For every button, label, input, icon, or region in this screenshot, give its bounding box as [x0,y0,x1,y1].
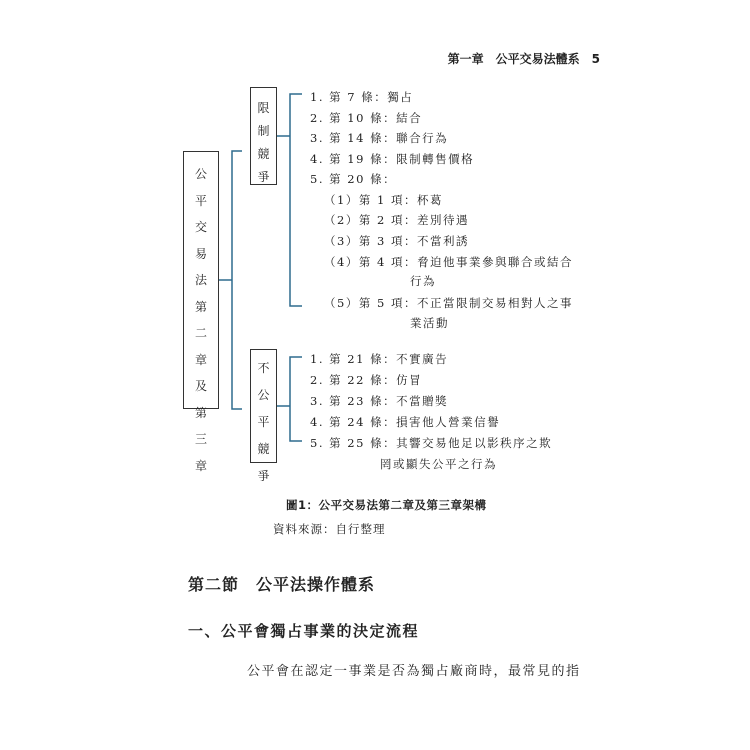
group2-item-cont: 罔或顯失公平之行為 [380,457,497,471]
group1-item: 4. 第 19 條：限制轉售價格 [310,152,475,166]
main-box-char: 平 [194,193,207,208]
group1-subitem: （2）第 2 項：差別待遇 [324,213,469,227]
main-box-char: 第 [194,299,207,314]
group1-item: 1. 第 7 條：獨占 [310,90,414,104]
group2-item: 2. 第 22 條：仿冒 [310,373,423,387]
group2-item: 4. 第 24 條：損害他人營業信譽 [310,415,501,429]
group1-box-char: 爭 [257,170,270,184]
figure-source: 資料來源：自行整理 [273,522,386,536]
group1-subitem: （3）第 3 項：不當利誘 [324,234,469,248]
figure-caption: 圖1：公平交易法第二章及第三章架構 [286,498,487,512]
main-box-char: 章 [194,458,207,473]
main-box-char: 二 [194,326,207,340]
body-paragraph: 公平會在認定一事業是否為獨占廠商時，最常見的指 [247,664,581,679]
group1-item: 5. 第 20 條： [310,172,397,186]
main-bracket [232,151,242,409]
main-box-char: 法 [194,273,207,287]
main-box-char: 及 [194,379,207,393]
group1-bracket [290,94,302,306]
group1-box-char: 限 [257,101,270,115]
group2-box-char: 平 [257,415,270,429]
group1-subitem: （1）第 1 項：杯葛 [324,193,443,207]
group1-subitem: （5）第 5 項：不正當限制交易相對人之事 [324,296,573,310]
group2-box-char: 公 [257,388,270,402]
group1-subitem: （4）第 4 項：脅迫他事業參與聯合或結合 [324,255,573,269]
main-category-box [183,151,219,473]
main-box-char: 三 [194,432,207,446]
group2-item: 5. 第 25 條：其響交易他足以影秩序之欺 [310,436,553,450]
group2-item: 3. 第 23 條：不當贈獎 [310,394,449,408]
main-box-char: 易 [194,246,207,261]
group1-subitem-cont: 業活動 [410,316,449,330]
group1-box [250,87,277,185]
group1-item: 3. 第 14 條：聯合行為 [310,131,449,145]
group2-box-char: 不 [257,361,270,375]
running-header: 第一章 公平交易法體系 5 [447,52,600,66]
group1-box-char: 競 [257,147,270,161]
group1-item: 2. 第 10 條：結合 [310,111,423,125]
main-box-char: 公 [194,167,207,181]
group2-bracket [290,357,302,441]
group1-box-char: 制 [257,124,270,138]
main-box-char: 第 [194,405,207,420]
group2-box [250,349,277,483]
group2-box-char: 爭 [257,469,270,483]
section-heading: 第二節 公平法操作體系 [188,575,376,594]
main-box-char: 交 [194,220,207,234]
group1-subitem-cont: 行為 [410,274,436,288]
subsection-heading: 一、公平會獨占事業的決定流程 [188,622,420,640]
group2-item: 1. 第 21 條：不實廣告 [310,352,449,366]
group2-box-char: 競 [257,442,270,456]
main-box-char: 章 [194,352,207,367]
